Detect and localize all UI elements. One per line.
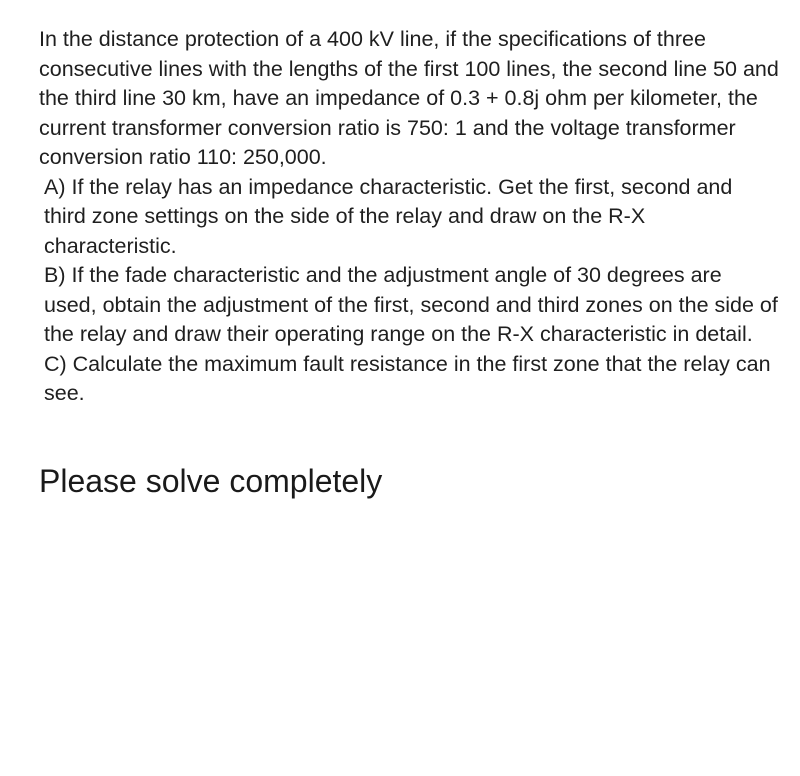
problem-intro: In the distance protection of a 400 kV line, if the specifications of three consecutive lines with the lengths of the first 100 lines, the second line 50 and the third line 30 km, have an impedance of 0.3 + 0.8j ohm per kilometer, the current transformer conversion ratio is 750: 1 and the voltage transformer conversion ratio 110: 250,000. — [39, 27, 779, 169]
document-page — [39, 25, 779, 501]
part-c: C) Calculate the maximum fault resistance in the first zone that the relay can see. — [44, 351, 771, 405]
part-a: A) If the relay has an impedance characteristic. Get the first, second and third zone settings on the side of the relay and draw on the R-X characteristic. — [44, 174, 733, 258]
solve-request: Please solve completely — [39, 462, 383, 499]
part-b: B) If the fade characteristic and the adjustment angle of 30 degrees are used, obtain the adjustment of the first, second and third zones on the side of the relay and draw their operating range on the R-X characteristic in detail. — [44, 263, 778, 346]
problem-statement — [39, 25, 779, 409]
